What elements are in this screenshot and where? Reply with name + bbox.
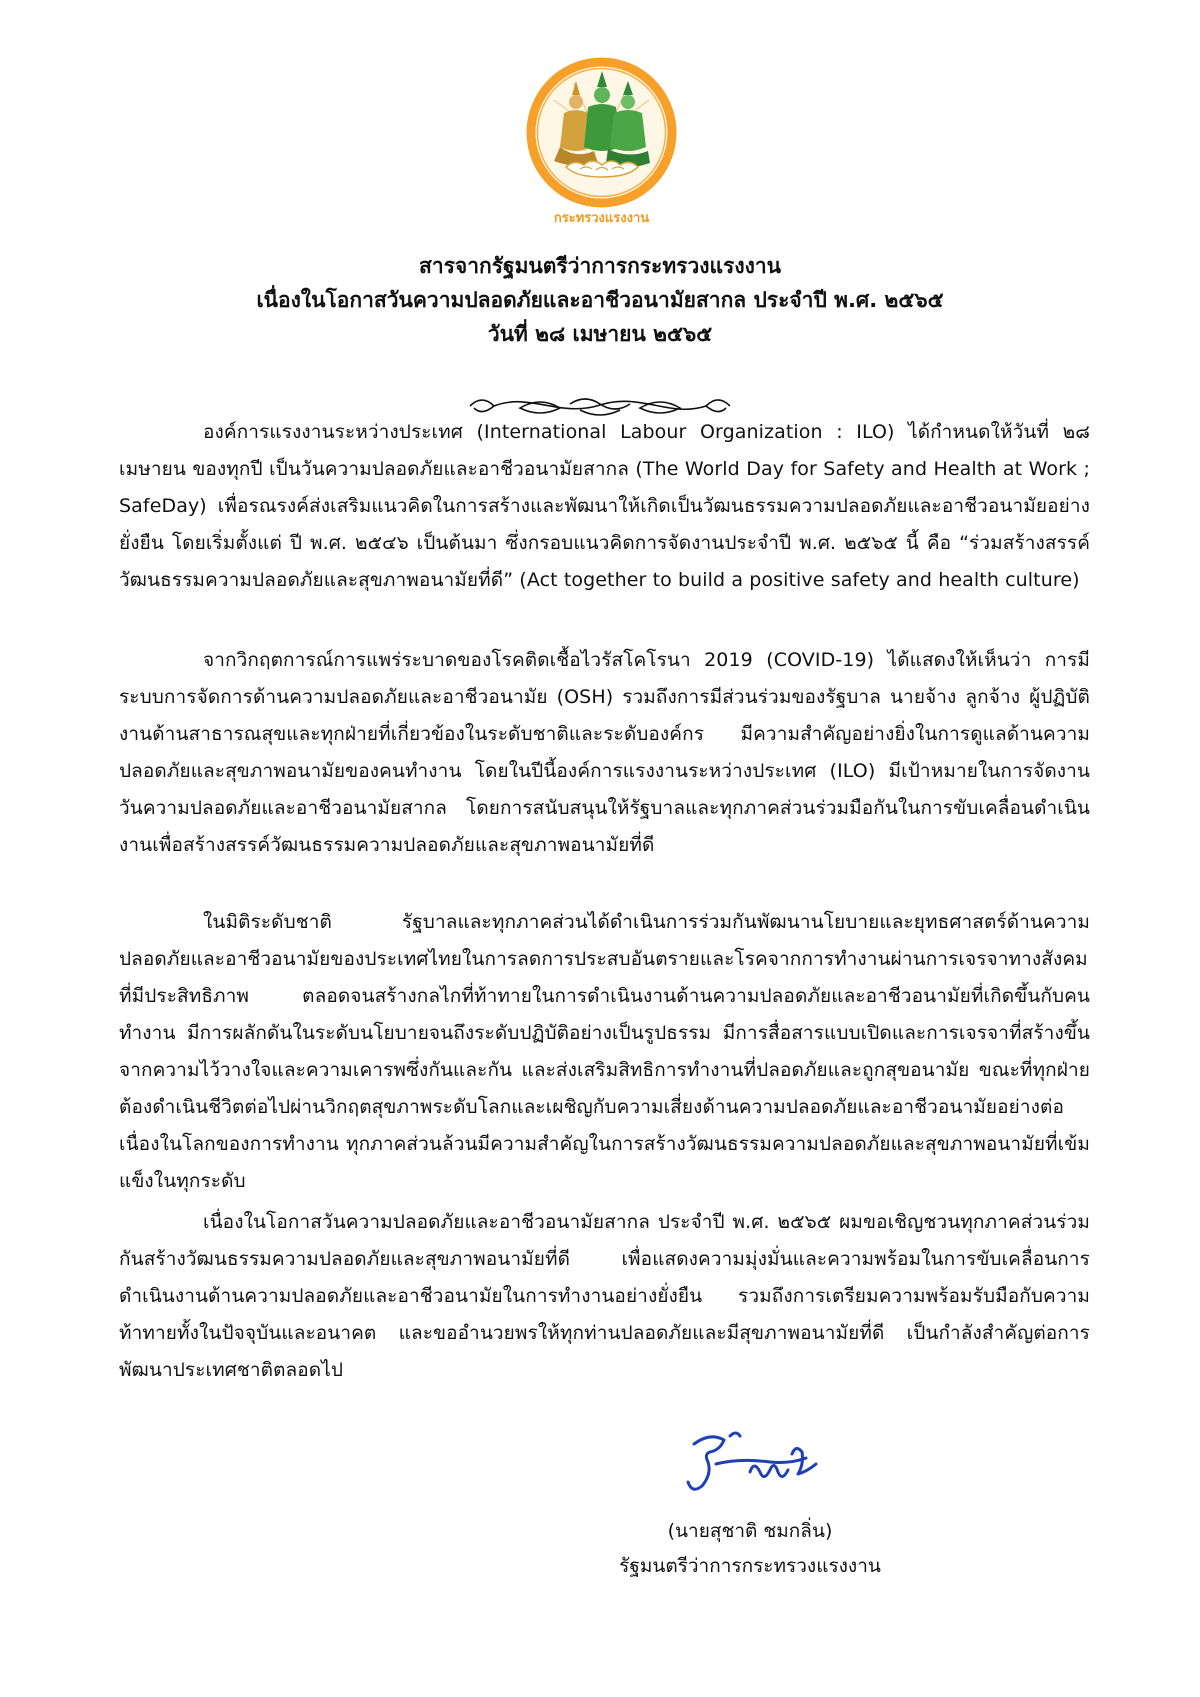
seal-ministry-name: กระทรวงแรงงาน	[553, 211, 650, 226]
letter-occasion: เนื่องในโอกาสวันความปลอดภัยและอาชีวอนามัยสากล ประจำปี พ.ศ. ๒๕๖๕	[256, 288, 944, 312]
handwritten-signature-icon	[680, 1424, 830, 1496]
signatory-title: รัฐมนตรีว่าการกระทรวงแรงงาน	[619, 1555, 881, 1577]
ministry-seal	[524, 55, 679, 226]
letter-date: วันที่ ๒๘ เมษายน ๒๕๖๕	[487, 322, 713, 346]
paragraph-3: ในมิติระดับชาติ รัฐบาลและทุกภาคส่วนได้ดำเนินการร่วมกันพัฒนานโยบายและยุทธศาสตร์ด้านความปลอดภัยและอาชีวอนามัยของประเทศไทยในการลดการประสบอันตรายและโรคจากการทำงานผ่านการเจรจาทางสังคมที่มีประสิทธิภาพ ตลอดจนสร้างกลไกที่ท้าทายในการดำเนินงานด้านความปลอดภัยและอาชีวอนามัยที่เกิดขึ้นกับคนทำงาน มีการผลักดันในระดับนโยบายจนถึงระดับปฏิบัติอย่างเป็นรูปธรรม มีการสื่อสารแบบเปิดและการเจรจาที่สร้างขึ้นจากความไว้วางใจและความเคารพซึ่งกันและกัน และส่งเสริมสิทธิการทำงานที่ปลอดภัยและถูกสุขอนามัย ขณะที่ทุกฝ่ายต้องดำเนินชีวิตต่อไปผ่านวิกฤตสุขภาพระดับโลกและเผชิญกับความเสี่ยงด้านความปลอดภัยและอาชีวอนามัยอย่างต่อเนื่องในโลกของการทำงาน ทุกภาคส่วนล้วนมีความสำคัญในการสร้างวัฒนธรรมความปลอดภัยและสุขภาพอนามัยที่เข้มแข็งในทุกระดับ	[119, 911, 1090, 1192]
paragraph-1: องค์การแรงงานระหว่างประเทศ (International Labour Organization : ILO) ได้กำหนดให้วันที่ ๒๘ เมษายน ของทุกปี เป็นวันความปลอดภัยและอาชีวอนามัยสากล (The World Day for Safety and Health at Work ; SafeDay) เพื่อรณรงค์ส่งเสริมแนวคิดในการสร้างและพัฒนาให้เกิดเป็นวัฒนธรรมความปลอดภัยและอาชีวอนามัยอย่างยั่งยืน โดยเริ่มตั้งแต่ ปี พ.ศ. ๒๕๔๖ เป็นต้นมา ซึ่งกรอบแนวคิดการจัดงานประจำปี พ.ศ. ๒๕๖๕ นี้ คือ “ร่วมสร้างสรรค์วัฒนธรรมความปลอดภัยและสุขภาพอนามัยที่ดี” (Act together to build a positive safety and health culture)	[119, 421, 1090, 591]
signatory-name: (นายสุชาติ ชมกลิ่น)	[667, 1520, 833, 1542]
paragraph-4: เนื่องในโอกาสวันความปลอดภัยและอาชีวอนามัยสากล ประจำปี พ.ศ. ๒๕๖๕ ผมขอเชิญชวนทุกภาคส่วนร่วมกันสร้างวัฒนธรรมความปลอดภัยและสุขภาพอนามัยที่ดี เพื่อแสดงความมุ่งมั่นและความพร้อมในการขับเคลื่อนการดำเนินงานด้านความปลอดภัยและอาชีวอนามัยในการทำงานอย่างยั่งยืน รวมถึงการเตรียมความพร้อมรับมือกับความท้าทายทั้งในปัจจุบันและอนาคต และขออำนวยพรให้ทุกท่านปลอดภัยและมีสุขภาพอนามัยที่ดี เป็นกำลังสำคัญต่อการพัฒนาประเทศชาติตลอดไป	[119, 1211, 1090, 1381]
letter-title: สารจากรัฐมนตรีว่าการกระทรวงแรงงาน	[419, 254, 781, 278]
paragraph-2: จากวิกฤตการณ์การแพร่ระบาดของโรคติดเชื้อไวรัสโคโรนา 2019 (COVID-19) ได้แสดงให้เห็นว่า การมีระบบการจัดการด้านความปลอดภัยและอาชีวอนามัย (OSH) รวมถึงการมีส่วนร่วมของรัฐบาล นายจ้าง ลูกจ้าง ผู้ปฏิบัติงานด้านสาธารณสุขและทุกฝ่ายที่เกี่ยวข้องในระดับชาติและระดับองค์กร มีความสำคัญอย่างยิ่งในการดูแลด้านความปลอดภัยและสุขภาพอนามัยของคนทำงาน โดยในปีนี้องค์การแรงงานระหว่างประเทศ (ILO) มีเป้าหมายในการจัดงานวันความปลอดภัยและอาชีวอนามัยสากล โดยการสนับสนุนให้รัฐบาลและทุกภาคส่วนร่วมมือกันในการขับเคลื่อนดำเนินงานเพื่อสร้างสรรค์วัฒนธรรมความปลอดภัยและสุขภาพอนามัยที่ดี	[119, 649, 1090, 856]
ministry-of-labour-seal-icon	[524, 55, 679, 210]
